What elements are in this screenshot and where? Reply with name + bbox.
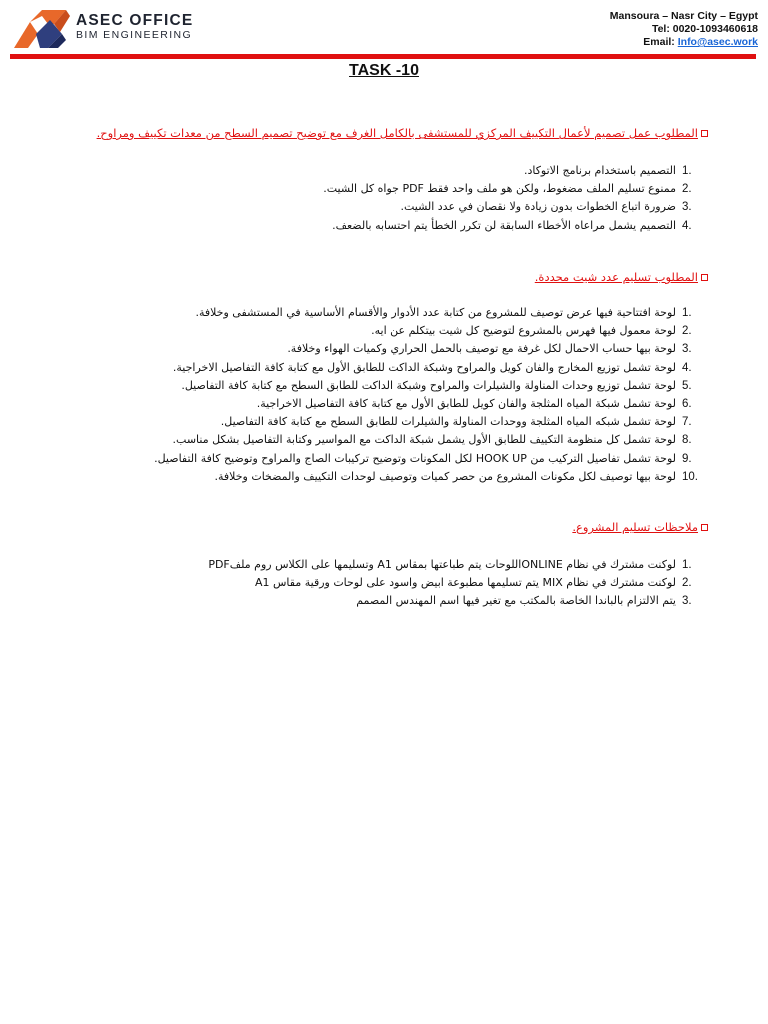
brand bbox=[76, 12, 193, 42]
section-heading-notes: ملاحظات تسليم المشروع. bbox=[572, 520, 698, 534]
letterhead bbox=[0, 0, 768, 62]
list-item: 1. لوكنت مشترك في نظام ONLINEاللوحات يتم طباعتها بمقاس A1 وتسليمها على الكلاس روم ملفPDF bbox=[208, 558, 692, 571]
list-item: 5. لوحة تشمل توزيع وحدات المناولة والشيلرات والمراوح وشبكة الداكت للطابق السطح مع كتابة كافة التفاصيل. bbox=[181, 378, 692, 392]
brand-name: ASEC OFFICE bbox=[76, 12, 194, 29]
list-item: 3. يتم الالتزام بالباندا الخاصة بالمكتب مع تغير فيها اسم المهندس المصمم bbox=[356, 594, 692, 608]
list-item: 2. ممنوع تسليم الملف مضغوط، ولكن هو ملف واحد فقط PDF جواه كل الشيت. bbox=[323, 182, 692, 196]
asec-logo-icon bbox=[14, 10, 70, 48]
section-heading-sheets: المطلوب تسليم عدد شيت محددة. bbox=[534, 270, 698, 284]
telephone: Tel: 0020-1093460618 bbox=[651, 23, 758, 35]
section-heading-requirements: المطلوب عمل تصميم لأعمال التكييف المركزي للمستشفى بالكامل الغرف مع توضيح تصميم السطح من معدات تكييف ومراوح. bbox=[96, 126, 698, 140]
email-label: Email: bbox=[643, 36, 678, 48]
list-item: 7. لوحة تشمل شبكه المياه المثلجة ووحدات المناولة والشيلرات للطابق السطح مع كتابة كافة التفاصيل. bbox=[220, 415, 692, 429]
section-bullet-icon bbox=[701, 274, 708, 281]
list-item: 6. لوحة تشمل شبكة المياه المثلجة والفان كويل للطابق الأول مع كتابة كافة التفاصيل الاخراجية. bbox=[256, 396, 692, 410]
list-item: 2. لوحة معمول فيها فهرس بالمشروع لتوضيح كل شيت بيتكلم عن ايه. bbox=[371, 324, 692, 338]
list-item: 4. التصميم يشمل مراعاه الأخطاء السابقة لن تكرر الخطأ يتم احتسابه بالضعف. bbox=[332, 218, 692, 232]
list-item: 9. لوحة تشمل تفاصيل التركيب من HOOK UP لكل المكونات وتوضيح تركيبات الصاج والمراوح وتوضيح كافة التفاصيل. bbox=[154, 451, 692, 465]
list-item: 2. لوكنت مشترك في نظام MIX يتم تسليمها مطبوعة ابيض واسود على لوحات ورقية مقاس A1 bbox=[254, 576, 692, 590]
contact-info bbox=[610, 10, 758, 49]
list-item: 10. لوحة بيها توصيف لكل مكونات المشروع من حصر كميات وتوصيف لوحدات التكييف والمضخات وخلافة. bbox=[214, 469, 698, 483]
sheets-list bbox=[36, 304, 698, 486]
section-bullet-icon bbox=[701, 524, 708, 531]
requirements-list bbox=[36, 162, 692, 235]
brand-subtitle: BIM ENGINEERING bbox=[76, 29, 193, 41]
list-item: 4. لوحة تشمل توزيع المخارج والفان كويل والمراوح وشبكة الداكت للطابق الأول مع كتابة كافة التفاصيل الاخراجية. bbox=[172, 360, 692, 374]
section-bullet-icon bbox=[701, 130, 708, 137]
email-line bbox=[610, 36, 758, 49]
notes-list bbox=[36, 556, 692, 611]
list-item: 1. التصميم باستخدام برنامج الاتوكاد. bbox=[523, 164, 692, 177]
page-title: TASK -10 bbox=[349, 62, 419, 79]
list-item: 3. لوحة بيها حساب الاحمال لكل غرفة مع توصيف بالحمل الحراري وكميات الهواء وخلافة. bbox=[287, 342, 692, 356]
header-divider bbox=[10, 54, 756, 59]
address: Mansoura – Nasr City – Egypt bbox=[609, 10, 758, 22]
email-link[interactable]: Info@asec.work bbox=[677, 36, 758, 48]
list-item: 3. ضرورة اتباع الخطوات بدون زيادة ولا نقصان في عدد الشيت. bbox=[400, 200, 692, 214]
list-item: 1. لوحة افتتاحية فيها عرض توصيف للمشروع من كتابة عدد الأدوار والأقسام الأساسية في المستشفى وخلافة. bbox=[195, 306, 692, 319]
list-item: 8. لوحة تشمل كل منظومة التكييف للطابق الأول يشمل شبكة الداكت مع المواسير وكتابة التفاصيل بشكل مناسب. bbox=[172, 433, 692, 447]
